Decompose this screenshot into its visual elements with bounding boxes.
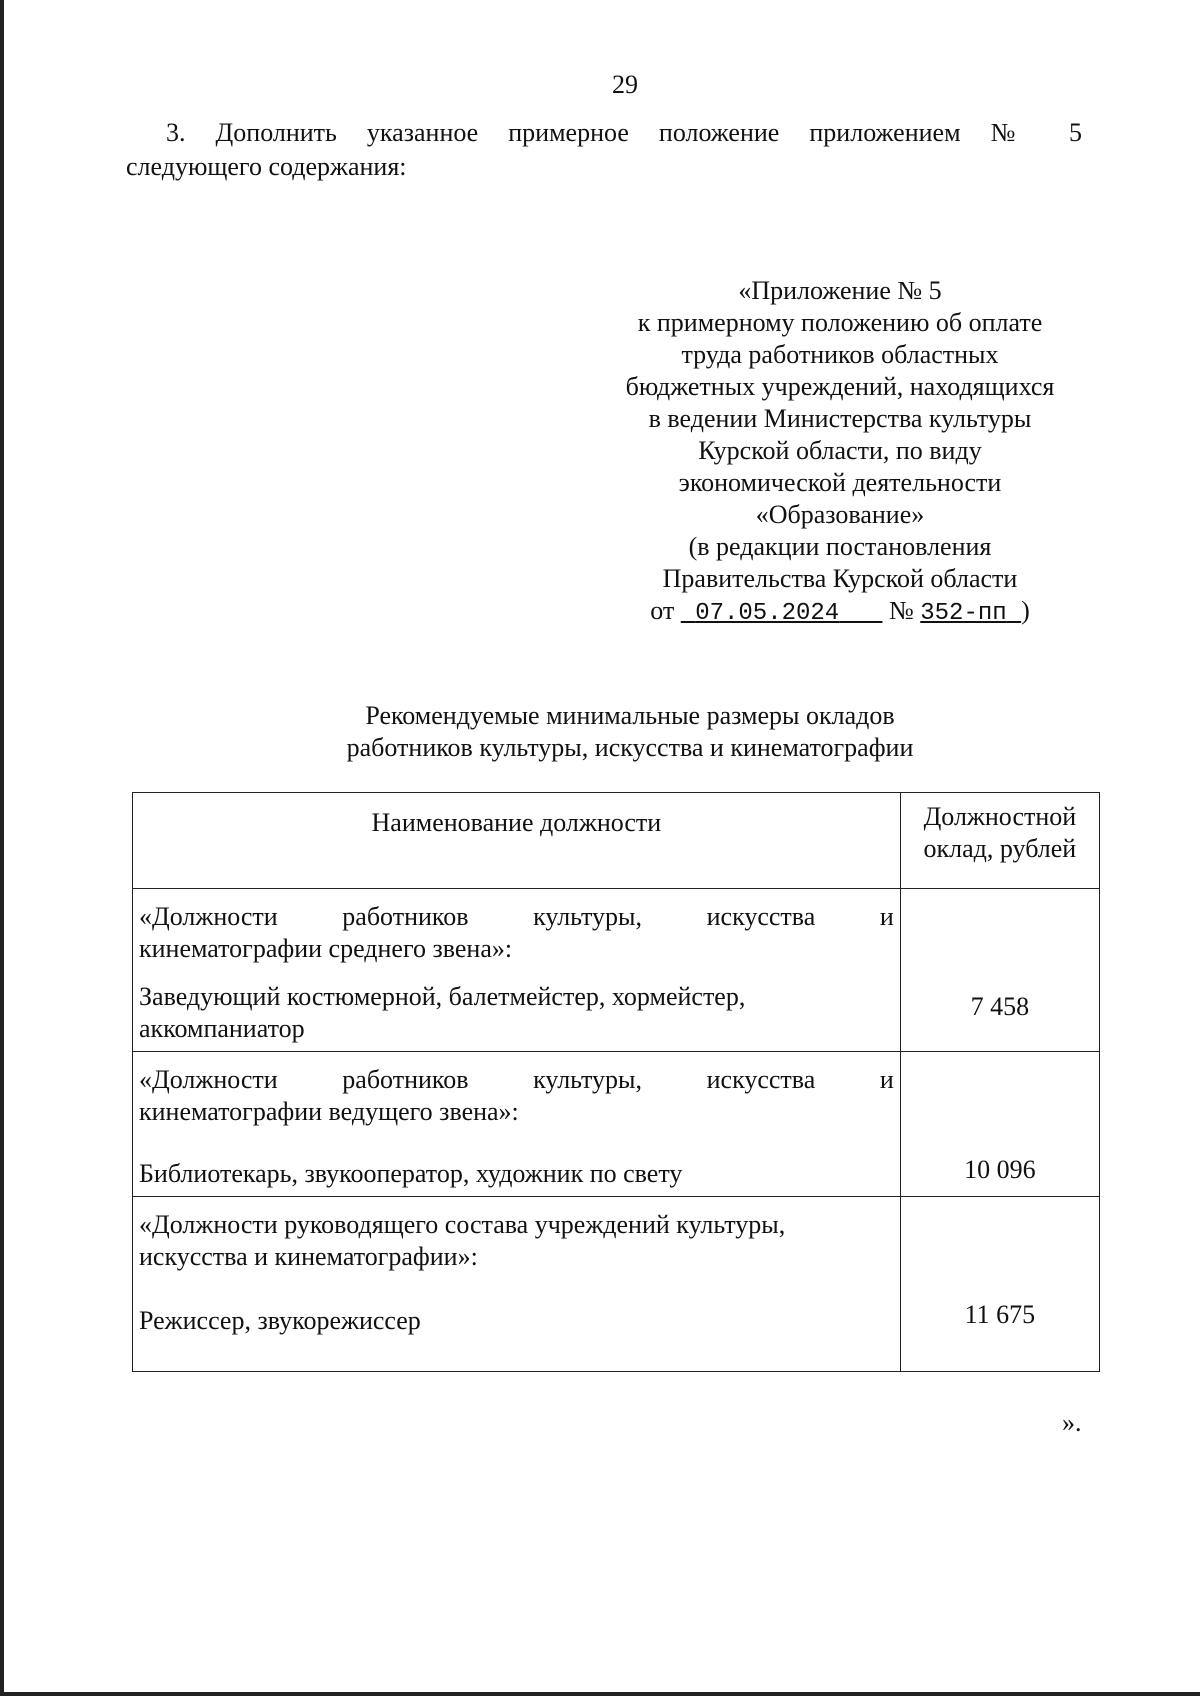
page-number: 29 (612, 70, 638, 99)
table-row (133, 1052, 1100, 1197)
position-cell (133, 889, 901, 1052)
group-title-line-1: «Должности работников культуры, искусства и (139, 902, 894, 931)
page-edge-bottom (0, 1692, 1200, 1696)
appendix-line-9: (в редакции постановления (688, 532, 992, 561)
appendix-heading (590, 275, 1090, 630)
page-edge-left (0, 0, 4, 1696)
appendix-line-7: экономической деятельности (678, 468, 1002, 497)
document-date-value: 07.05.2024 (695, 600, 840, 627)
appendix-line-3: труда работников областных (681, 340, 999, 369)
date-prefix: от (650, 596, 675, 625)
salary-value: 7 458 (970, 992, 1030, 1021)
position-group-title (139, 901, 894, 965)
salary-value: 11 675 (964, 1300, 1036, 1329)
group-title-line-2: кинематографии среднего звена»: (139, 934, 513, 963)
group-title-line-2: кинематографии ведущего звена»: (139, 1097, 519, 1126)
table-header-row (133, 793, 1100, 889)
position-cell (133, 1052, 901, 1197)
header-position-name: Наименование должности (133, 793, 901, 889)
table-row (133, 1197, 1100, 1372)
appendix-line-10: Правительства Курской области (662, 564, 1018, 593)
salary-cell (900, 1197, 1099, 1372)
intro-line-2: следующего содержания: (126, 152, 407, 181)
salary-cell (900, 889, 1099, 1052)
appendix-line-2: к примерному положению об оплате (637, 308, 1043, 337)
position-roles: Библиотекарь, звукооператор, художник по свету (139, 1159, 683, 1188)
intro-paragraph (126, 116, 1082, 184)
appendix-date-line (590, 595, 1090, 630)
salary-cell (900, 1052, 1099, 1197)
position-group-title (139, 1209, 894, 1273)
header-salary-line-1: Должностной (923, 802, 1077, 831)
document-number-value: 352-пп (920, 600, 1007, 627)
number-prefix: № (888, 596, 914, 625)
closing-paren: ) (1021, 596, 1030, 625)
closing-quote: ». (1062, 1408, 1082, 1437)
salary-value: 10 096 (964, 1155, 1036, 1184)
appendix-line-8: «Образование» (755, 500, 925, 529)
table-title-line-1: Рекомендуемые минимальные размеры окладов (365, 701, 895, 730)
appendix-line-4: бюджетных учреждений, находящихся (625, 372, 1055, 401)
position-group-title (139, 1064, 894, 1128)
group-title-line-1: «Должности руководящего состава учреждений культуры, (139, 1210, 786, 1239)
group-title-line-1: «Должности работников культуры, искусства и (139, 1065, 894, 1094)
document-number (920, 600, 1021, 627)
table-title (300, 700, 960, 764)
header-salary-line-2: оклад, рублей (923, 834, 1077, 863)
table-title-line-2: работников культуры, искусства и кинематографии (346, 733, 914, 762)
document-date (681, 600, 883, 627)
position-roles: Заведующий костюмерной, балетмейстер, хормейстер, аккомпаниатор (139, 982, 746, 1043)
appendix-line-6: Курской области, по виду (698, 436, 982, 465)
header-salary (900, 793, 1099, 889)
group-title-line-2: искусства и кинематографии»: (139, 1242, 478, 1271)
intro-line-1: 3. Дополнить указанное примерное положение приложением № 5 (166, 118, 1082, 147)
appendix-line-1: «Приложение № 5 (738, 276, 942, 305)
salary-table (132, 792, 1100, 1372)
table-row (133, 889, 1100, 1052)
position-roles: Режиссер, звукорежиссер (139, 1306, 421, 1335)
position-cell (133, 1197, 901, 1372)
appendix-line-5: в ведении Министерства культуры (648, 404, 1032, 433)
